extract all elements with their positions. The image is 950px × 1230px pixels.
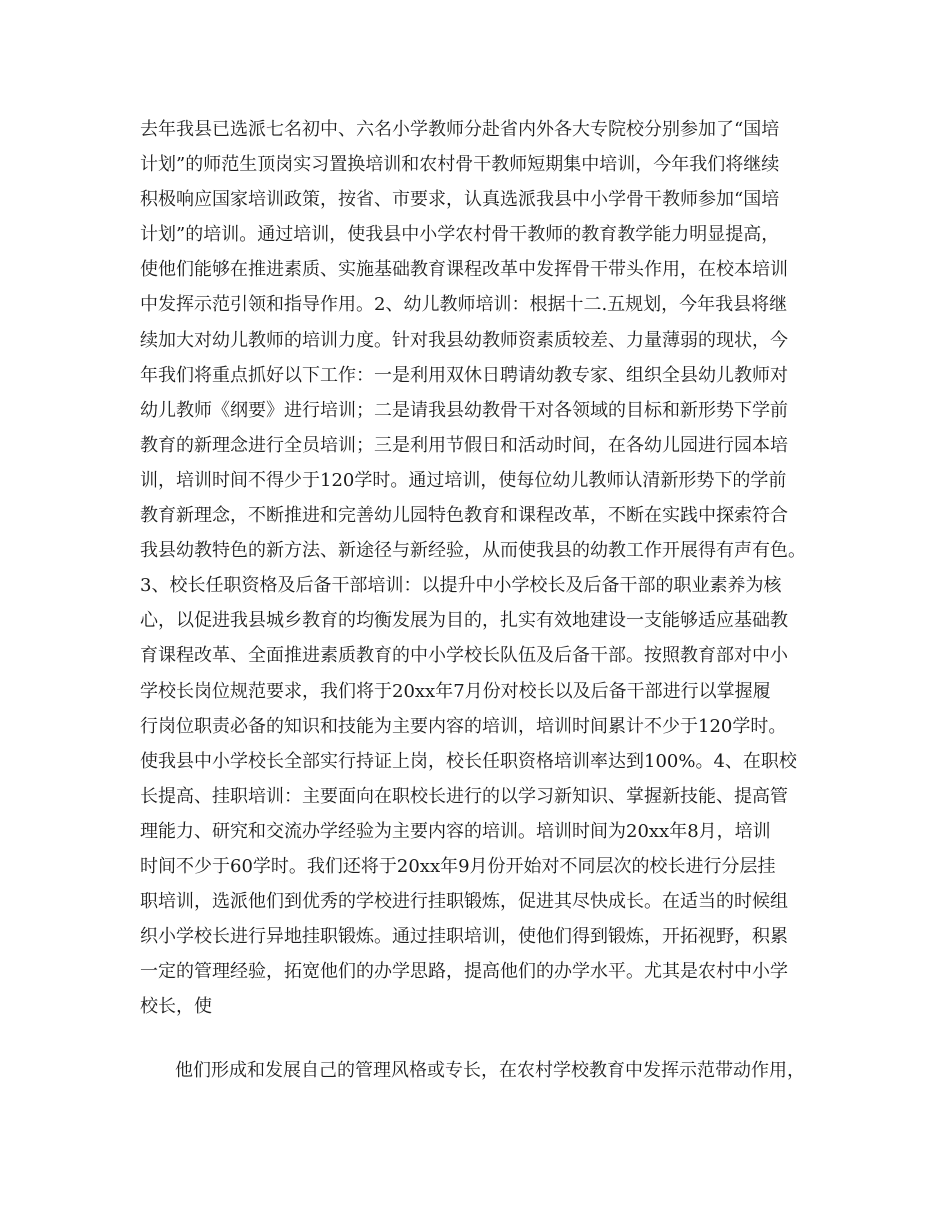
text-line: 计划”的培训。通过培训，使我县中小学农村骨干教师的教育教学能力明显提高， xyxy=(140,224,780,246)
text-line: 心，以促进我县城乡教育的均衡发展为目的，扎实有效地建设一支能够适应基础教 xyxy=(140,610,788,632)
text-line: 训，培训时间不得少于120学时。通过培训，使每位幼儿教师认清新形势下的学前 xyxy=(140,469,787,491)
text-line: 3、校长任职资格及后备干部培训：以提升中小学校长及后备干部的职业素养为核 xyxy=(140,575,782,597)
text-line: 校长，使 xyxy=(140,996,212,1018)
text-line: 长提高、挂职培训：主要面向在职校长进行的以学习新知识、掌握新技能、提高管 xyxy=(140,785,788,807)
text-line: 教育新理念，不断推进和完善幼儿园特色教育和课程改革，不断在实践中探索符合 xyxy=(140,505,788,527)
text-line: 职培训，选派他们到优秀的学校进行挂职锻炼，促进其尽快成长。在适当的时候组 xyxy=(140,891,788,913)
text-line: 积极响应国家培训政策，按省、市要求，认真选派我县中小学骨干教师参加“国培 xyxy=(140,189,780,211)
text-line: 去年我县已选派七名初中、六名小学教师分赴省内外各大专院校分别参加了“国培 xyxy=(140,119,780,140)
text-line: 学校长岗位规范要求，我们将于20xx年7月份对校长以及后备干部进行以掌握履 xyxy=(140,680,771,702)
text-line: 时间不少于60学时。我们还将于20xx年9月份开始对不同层次的校长进行分层挂 xyxy=(140,855,776,877)
text-line: 理能力、研究和交流办学经验为主要内容的培训。培训时间为20xx年8月，培训 xyxy=(140,820,771,842)
text-line: 计划”的师范生顶岗实习置换培训和农村骨干教师短期集中培训，今年我们将继续 xyxy=(140,154,780,176)
text-line: 一定的管理经验，拓宽他们的办学思路，提高他们的办学水平。尤其是农村中小学 xyxy=(140,961,788,983)
text-line: 使他们能够在推进素质、实施基础教育课程改革中发挥骨干带头作用，在校本培训 xyxy=(140,259,788,281)
text-line: 教育的新理念进行全员培训；三是利用节假日和活动时间，在各幼儿园进行园本培 xyxy=(140,434,788,456)
text-line: 育课程改革、全面推进素质教育的中小学校长队伍及后备干部。按照教育部对中小 xyxy=(140,645,788,667)
text-line: 使我县中小学校长全部实行持证上岗，校长任职资格培训率达到100%。4、在职校 xyxy=(140,750,797,772)
text-line: 行岗位职责必备的知识和技能为主要内容的培训，培训时间累计不少于120学时。 xyxy=(140,715,787,737)
text-line: 年我们将重点抓好以下工作：一是利用双休日聘请幼教专家、组织全县幼儿教师对 xyxy=(140,364,788,386)
text-line: 幼儿教师《纲要》进行培训；二是请我县幼教骨干对各领域的目标和新形势下学前 xyxy=(140,399,788,421)
text-line: 他们形成和发展自己的管理风格或专长，在农村学校教育中发挥示范带动作用， xyxy=(175,1060,805,1081)
text-line: 我县幼教特色的新方法、新途径与新经验，从而使我县的幼教工作开展得有声有色。 xyxy=(140,540,806,562)
body-paragraph-1 xyxy=(140,112,830,1024)
text-line: 中发挥示范引领和指导作用。2、幼儿教师培训：根据十二.五规划，今年我县将继 xyxy=(140,294,788,316)
text-line: 织小学校长进行异地挂职锻炼。通过挂职培训，使他们得到锻炼，开拓视野，积累 xyxy=(140,926,788,948)
text-line: 续加大对幼儿教师的培训力度。针对我县幼教师资素质较差、力量薄弱的现状，今 xyxy=(140,329,788,351)
body-paragraph-2 xyxy=(140,1053,840,1088)
